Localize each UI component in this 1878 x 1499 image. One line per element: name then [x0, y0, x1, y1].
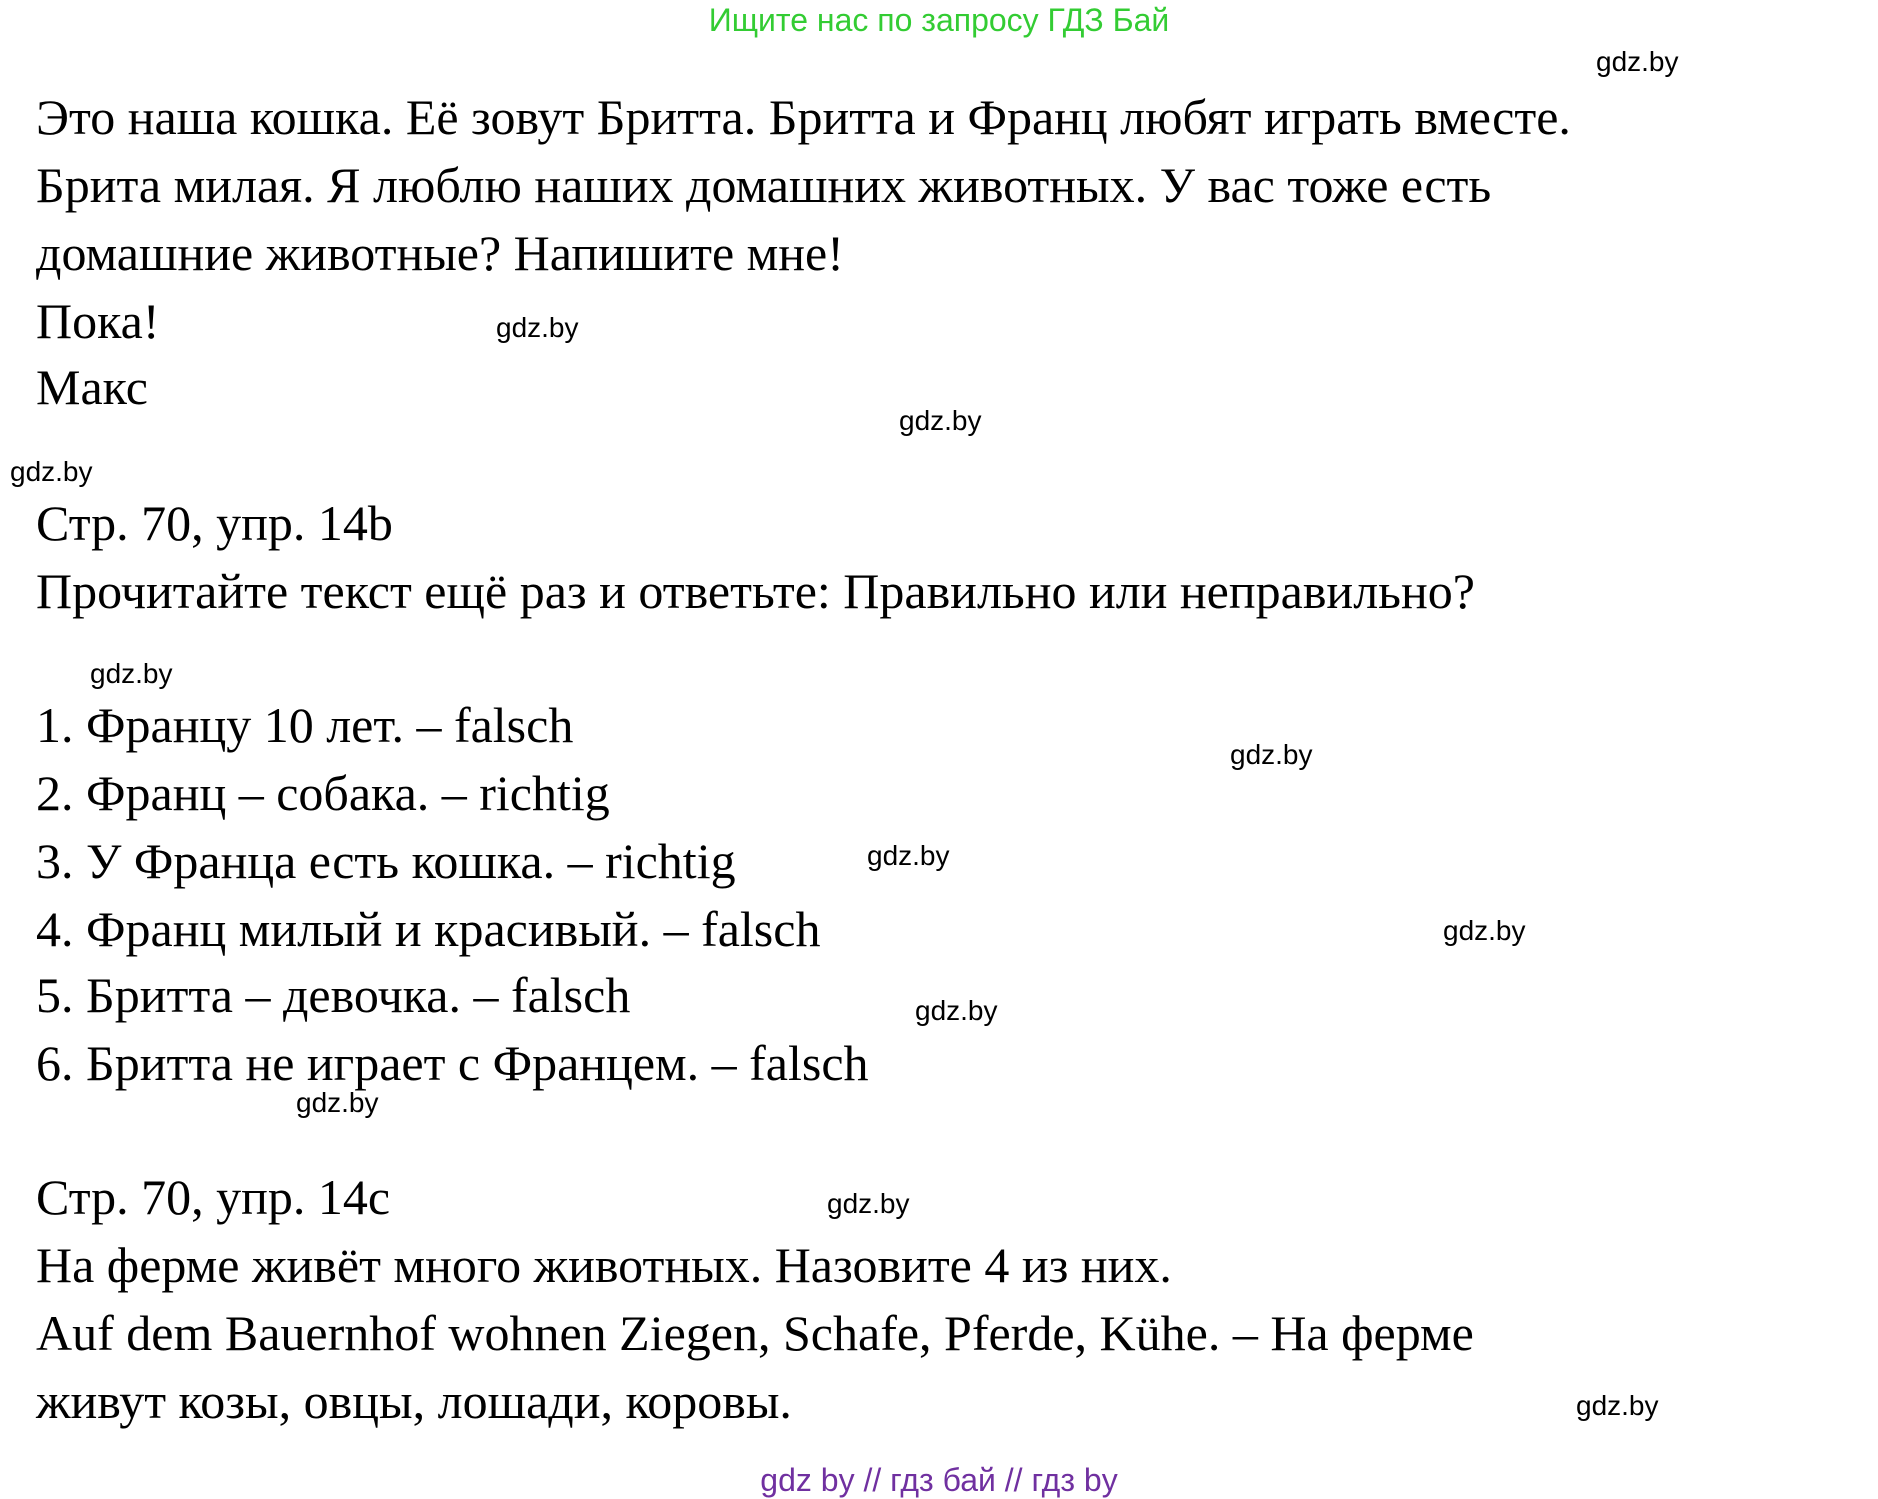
watermark: gdz.by	[1443, 915, 1526, 946]
letter-farewell: Пока!	[36, 293, 160, 349]
watermark: gdz.by	[10, 456, 93, 487]
exercise-14b-heading: Стр. 70, упр. 14b	[36, 495, 393, 551]
watermark: gdz.by	[915, 995, 998, 1026]
watermark: gdz.by	[1230, 739, 1313, 770]
exercise-14b-item-4: 4. Франц милый и красивый. – falsch	[36, 901, 821, 957]
exercise-14c-instruction: На ферме живёт много животных. Назовите 4 из них.	[36, 1237, 1172, 1293]
watermark: gdz.by	[899, 405, 982, 436]
watermark: gdz.by	[827, 1188, 910, 1219]
exercise-14b-item-3: 3. У Франца есть кошка. – richtig	[36, 833, 736, 889]
exercise-14c-answer-line-1: Auf dem Bauernhof wohnen Ziegen, Schafe, Pferde, Kühe. – На ферме	[36, 1305, 1474, 1361]
top-banner: Ищите нас по запросу ГДЗ Бай	[708, 2, 1170, 38]
watermark: gdz.by	[496, 312, 579, 343]
exercise-14c-heading: Стр. 70, упр. 14c	[36, 1169, 391, 1225]
exercise-14b-item-5: 5. Бритта – девочка. – falsch	[36, 967, 631, 1023]
watermark: gdz.by	[1596, 46, 1679, 77]
letter-signature: Макс	[36, 359, 148, 415]
letter-line-3: домашние животные? Напишите мне!	[36, 225, 844, 281]
watermark: gdz.by	[1576, 1390, 1659, 1421]
letter-line-2: Брита милая. Я люблю наших домашних животных. У вас тоже есть	[36, 157, 1492, 213]
bottom-banner: gdz by // гдз бай // гдз by	[760, 1462, 1118, 1498]
exercise-14b-item-6: 6. Бритта не играет с Францем. – falsch	[36, 1035, 869, 1091]
exercise-14b-item-1: 1. Францу 10 лет. – falsch	[36, 697, 574, 753]
exercise-14b-item-2: 2. Франц – собака. – richtig	[36, 765, 610, 821]
exercise-14c-answer-line-2: живут козы, овцы, лошади, коровы.	[36, 1373, 792, 1429]
exercise-14b-instruction: Прочитайте текст ещё раз и ответьте: Правильно или неправильно?	[36, 563, 1475, 619]
letter-line-1: Это наша кошка. Её зовут Бритта. Бритта и Франц любят играть вместе.	[36, 89, 1571, 145]
watermark: gdz.by	[296, 1087, 379, 1118]
watermark: gdz.by	[867, 840, 950, 871]
watermark: gdz.by	[90, 658, 173, 689]
